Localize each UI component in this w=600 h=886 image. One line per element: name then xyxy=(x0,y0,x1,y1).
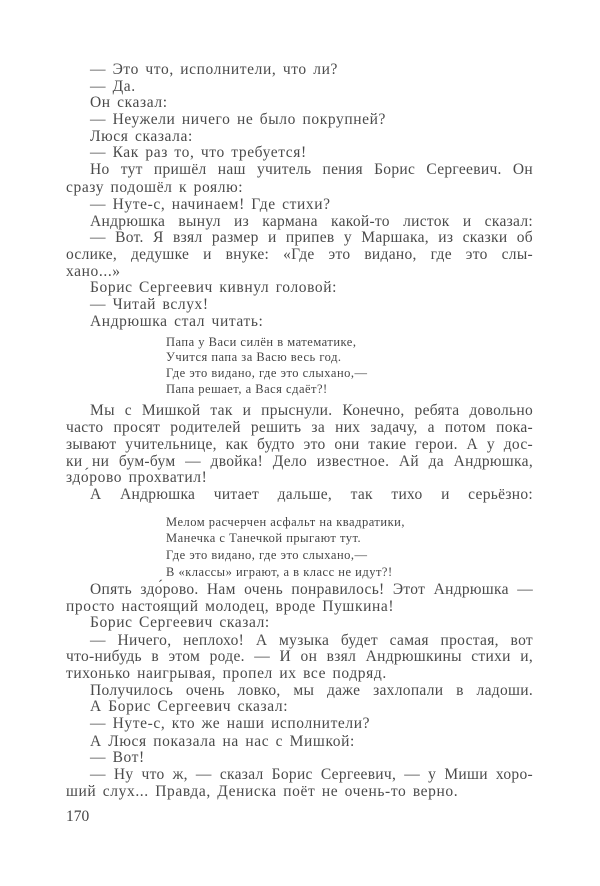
poem-line: Учится папа за Васю весь год. xyxy=(166,350,342,364)
poem-line: Где это видано, где это слыхано,— xyxy=(166,366,368,380)
text-line: А Андрюшка читает дальше, так тихо и серьёзно: xyxy=(90,486,533,503)
text-line: зывают учительнице, как будто это они такие герои. А у дос- xyxy=(66,436,533,453)
text-line: Борис Сергеевич кивнул головой: xyxy=(90,279,338,296)
text-line: тихонько наигрывая, пропел их все подряд. xyxy=(66,665,387,682)
text-line: Опять здо́рово. Нам очень понравилось! Этот Андрюшка — xyxy=(90,581,533,598)
text-line: — Нуте-с, начинаем! Где стихи? xyxy=(90,196,331,213)
text-line: хано...» xyxy=(66,263,121,280)
text-line: — Как раз то, что требуется! xyxy=(90,144,307,161)
text-line: — Вот! xyxy=(90,749,145,766)
text-line: Борис Сергеевич сказал: xyxy=(90,614,270,631)
text-line: — Нуте-с, кто же наши исполнители? xyxy=(90,715,371,732)
text-line: А Борис Сергеевич сказал: xyxy=(90,698,289,715)
text-line: Андрюшка вынул из кармана какой-то листок и сказал: xyxy=(90,213,533,230)
text-line: — Это что, исполнители, что ли? xyxy=(90,61,338,78)
text-line: что-нибудь в этом роде. — И он взял Андрюшкины стихи и, xyxy=(66,648,533,665)
text-line: — Ничего, неплохо! А музыка будет самая простая, вот xyxy=(90,632,533,649)
poem-line: Мелом расчерчен асфальт на квадратики, xyxy=(166,515,405,529)
text-line: — Неужели ничего не было покрупней? xyxy=(90,111,386,128)
text-line: здо́рово прохватил! xyxy=(66,469,208,486)
text-line: — Читай вслух! xyxy=(90,296,209,313)
poem-line: Папа решает, а Вася сдаёт?! xyxy=(166,382,328,396)
text-line: сразу подошёл к роялю: xyxy=(66,179,244,196)
poem-line: Папа у Васи силён в математике, xyxy=(166,335,357,349)
poem-line: Манечка с Танечкой прыгают тут. xyxy=(166,531,362,545)
text-line: — Вот. Я взял размер и припев у Маршака, из сказки об xyxy=(90,229,533,246)
text-line: А Люся показала на нас с Мишкой: xyxy=(90,733,355,750)
poem-line: Где это видано, где это слыхано,— xyxy=(166,548,368,562)
text-line: — Ну что ж, — сказал Борис Сергеевич, — у Миши хоро- xyxy=(90,766,533,783)
text-line: просто настоящий молодец, вроде Пушкина! xyxy=(66,598,395,615)
text-line: ший слух... Правда, Дениска поёт не очень-то верно. xyxy=(66,783,459,800)
text-line: Люся сказала: xyxy=(90,128,193,145)
text-line: часто просят родителей решить за них задачу, а потом пока- xyxy=(66,419,533,436)
text-line: ослике, дедушке и внуке: «Где это видано, где это слы- xyxy=(66,246,533,263)
text-line: — Да. xyxy=(90,78,136,95)
text-line: Мы с Мишкой так и прыснули. Конечно, ребята довольно xyxy=(90,402,533,419)
text-line: Он сказал: xyxy=(90,94,168,111)
text-line: Но тут пришёл наш учитель пения Борис Сергеевич. Он xyxy=(90,161,533,178)
text-line: ки ни бум-бум — двойка! Дело известное. Ай да Андрюшка, xyxy=(66,453,533,470)
page-number: 170 xyxy=(66,808,90,825)
text-line: Получилось очень ловко, мы даже захлопали в ладоши. xyxy=(90,682,533,699)
text-line: Андрюшка стал читать: xyxy=(90,313,264,330)
poem-line: В «классы» играют, а в класс не идут?! xyxy=(166,565,393,579)
